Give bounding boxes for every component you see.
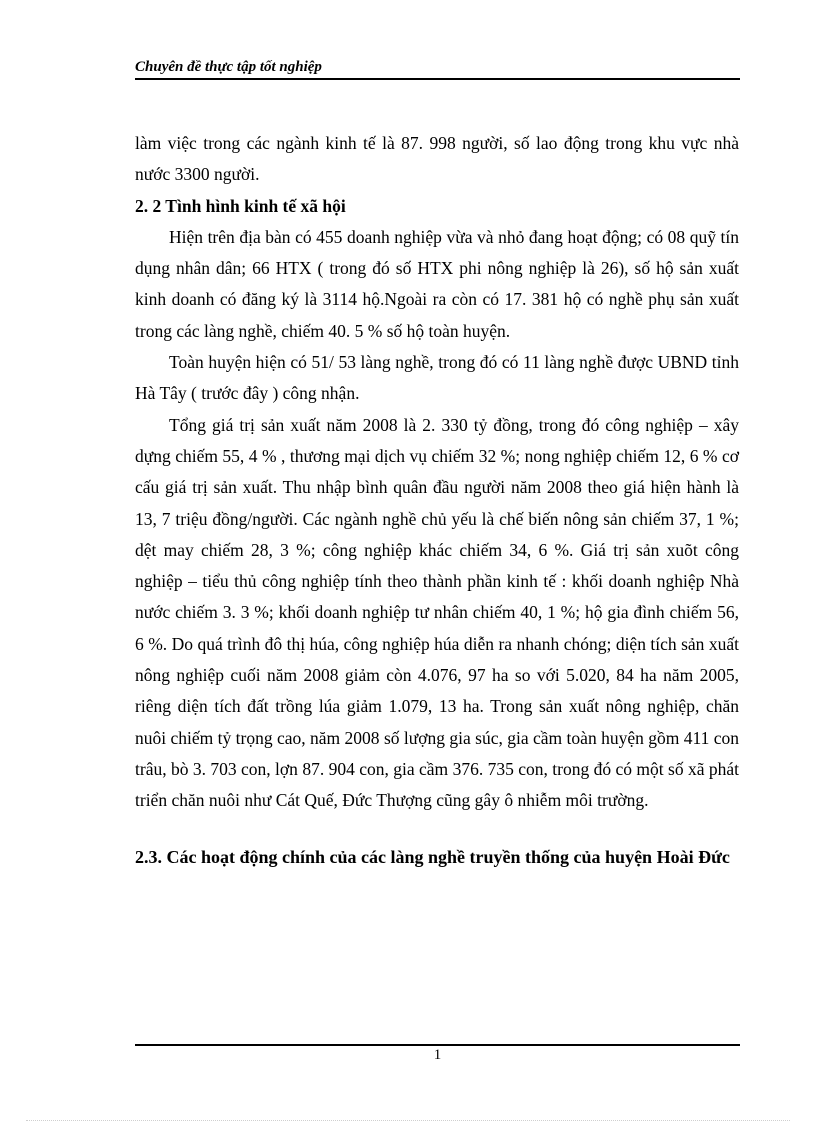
section-spacer [135, 817, 739, 839]
page-number: 1 [433, 1047, 442, 1063]
document-body [135, 128, 739, 875]
header-title: Chuyên đề thực tập tốt nghiệp [135, 59, 322, 75]
page-bottom-border [26, 1120, 790, 1121]
paragraph-production-value: Tổng giá trị sản xuất năm 2008 là 2. 330 tỷ đồng, trong đó công nghiệp – xây dựng chiếm 55, 4 % , thương mại dịch vụ chiếm 32 %; nong nghiệp chiếm 12, 6 % cơ cấu giá trị sản xuất. Thu nhập bình quân đầu người năm 2008 theo giá hiện hành là 13, 7 triệu đồng/người. Các ngành nghề chủ yếu là chế biến nông sản chiếm 37, 1 %; dệt may chiếm 28, 3 %; công nghiệp khác chiếm 34, 6 %. Giá trị sản xuõt công nghiệp – tiểu thủ công nghiệp tính theo thành phần kinh tế : khối doanh nghiệp Nhà nước chiếm 3. 3 %; khối doanh nghiệp tư nhân chiếm 40, 1 %; hộ gia đình chiếm 56, 6 %. Do quá trình đô thị húa, công nghiệp húa diễn ra nhanh chóng; diện tích sản xuất nông nghiệp cuối năm 2008 giảm còn 4.076, 97 ha so với 5.020, 84 ha năm 2005, riêng diện tích đất trồng lúa giảm 1.079, 13 ha. Trong sản xuất nông nghiệp, chăn nuôi chiếm tỷ trọng cao, năm 2008 số lượng gia súc, gia cầm toàn huyện gồm 411 con trâu, bò 3. 703 con, lợn 87. 904 con, gia cầm 376. 735 con, trong đó có một số xã phát triển chăn nuôi như Cát Quế, Đức Thượng cũng gây ô nhiễm môi trường. [135, 414, 739, 811]
section-heading-2-2: 2. 2 Tình hình kinh tế xã hội [135, 195, 346, 216]
paragraph-enterprises: Hiện trên địa bàn có 455 doanh nghiệp vừa và nhỏ đang hoạt động; có 08 quỹ tín dụng nhân dân; 66 HTX ( trong đó số HTX phi nông nghiệp là 26), số hộ sản xuất kinh doanh có đăng ký là 3114 hộ.Ngoài ra còn có 17. 381 hộ có nghề phụ sản xuất trong các làng nghề, chiếm 40. 5 % số hộ toàn huyện. [135, 226, 739, 341]
paragraph-continued: làm việc trong các ngành kinh tế là 87. 998 người, số lao động trong khu vực nhà nước 3300 người. [135, 133, 739, 185]
paragraph-craft-villages: Toàn huyện hiện có 51/ 53 làng nghề, trong đó có 11 làng nghề được UBND tỉnh Hà Tây ( trước đây ) công nhận. [135, 352, 739, 404]
page-header [135, 56, 740, 80]
section-heading-2-3: 2.3. Các hoạt động chính của các làng nghề truyền thống của huyện Hoài Đức [135, 846, 730, 867]
